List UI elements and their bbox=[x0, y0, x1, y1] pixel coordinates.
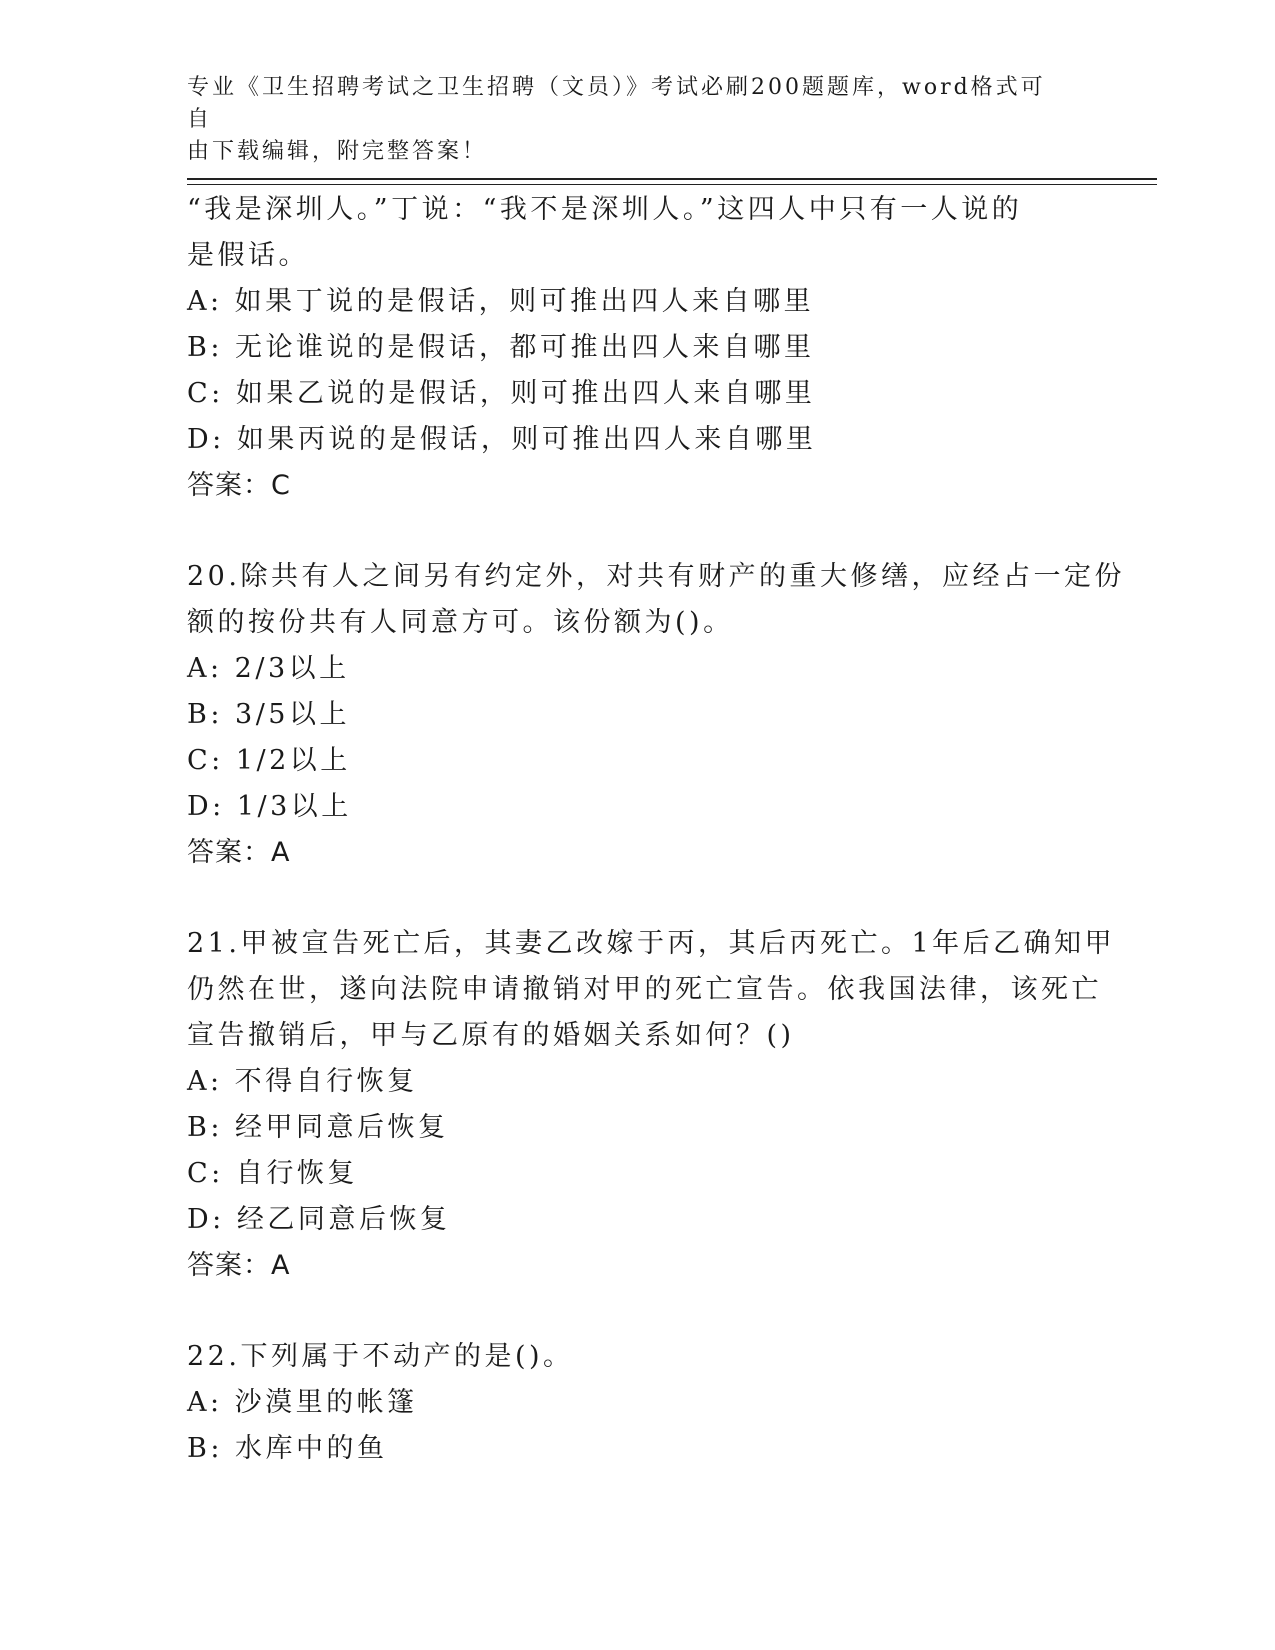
option-a: A: 2/3以上 bbox=[187, 653, 350, 684]
option-c: C: 自行恢复 bbox=[187, 1158, 358, 1189]
option-c: C: 1/2以上 bbox=[187, 745, 351, 776]
option-d: D: 1/3以上 bbox=[187, 791, 352, 822]
option-b: B: 无论谁说的是假话，都可推出四人来自哪里 bbox=[187, 332, 815, 363]
option-b: B: 水库中的鱼 bbox=[187, 1433, 388, 1464]
option-a: A: 沙漠里的帐篷 bbox=[187, 1387, 418, 1418]
question-20 bbox=[187, 554, 1125, 876]
option-c: C: 如果乙说的是假话，则可推出四人来自哪里 bbox=[187, 378, 816, 409]
header-divider-thick bbox=[187, 178, 1157, 180]
answer-line: 答案：C bbox=[187, 470, 291, 501]
question-stem-line: 是假话。 bbox=[187, 240, 309, 271]
answer-line: 答案：A bbox=[187, 837, 291, 868]
document-header bbox=[187, 72, 1067, 168]
header-divider-thin bbox=[187, 184, 1157, 185]
answer-line: 答案：A bbox=[187, 1250, 291, 1281]
question-stem-line: 21.甲被宣告死亡后，其妻乙改嫁于丙，其后丙死亡。1年后乙确知甲 bbox=[187, 928, 1116, 959]
option-a: A: 不得自行恢复 bbox=[187, 1066, 418, 1097]
option-b: B: 经甲同意后恢复 bbox=[187, 1112, 449, 1143]
header-line-2: 由下载编辑，附完整答案！ bbox=[187, 139, 488, 164]
question-stem-line: 仍然在世，遂向法院申请撤销对甲的死亡宣告。依我国法律，该死亡 bbox=[187, 974, 1102, 1005]
question-19 bbox=[187, 187, 1087, 509]
option-a: A: 如果丁说的是假话，则可推出四人来自哪里 bbox=[187, 286, 815, 317]
question-stem-line: 额的按份共有人同意方可。该份额为()。 bbox=[187, 607, 734, 638]
header-line-1: 专业《卫生招聘考试之卫生招聘（文员）》考试必刷200题题库，word格式可自 bbox=[187, 75, 1046, 132]
option-d: D: 经乙同意后恢复 bbox=[187, 1204, 451, 1235]
question-list bbox=[187, 187, 1125, 1472]
question-stem-line: “我是深圳人。”丁说：“我不是深圳人。”这四人中只有一人说的 bbox=[187, 194, 1023, 225]
question-21 bbox=[187, 921, 1116, 1289]
question-22 bbox=[187, 1334, 1087, 1472]
option-d: D: 如果丙说的是假话，则可推出四人来自哪里 bbox=[187, 424, 817, 455]
question-stem-line: 宣告撤销后，甲与乙原有的婚姻关系如何？() bbox=[187, 1020, 795, 1051]
option-b: B: 3/5以上 bbox=[187, 699, 350, 730]
question-stem-line: 20.除共有人之间另有约定外，对共有财产的重大修缮，应经占一定份 bbox=[187, 561, 1125, 592]
question-stem-line: 22.下列属于不动产的是()。 bbox=[187, 1341, 574, 1372]
